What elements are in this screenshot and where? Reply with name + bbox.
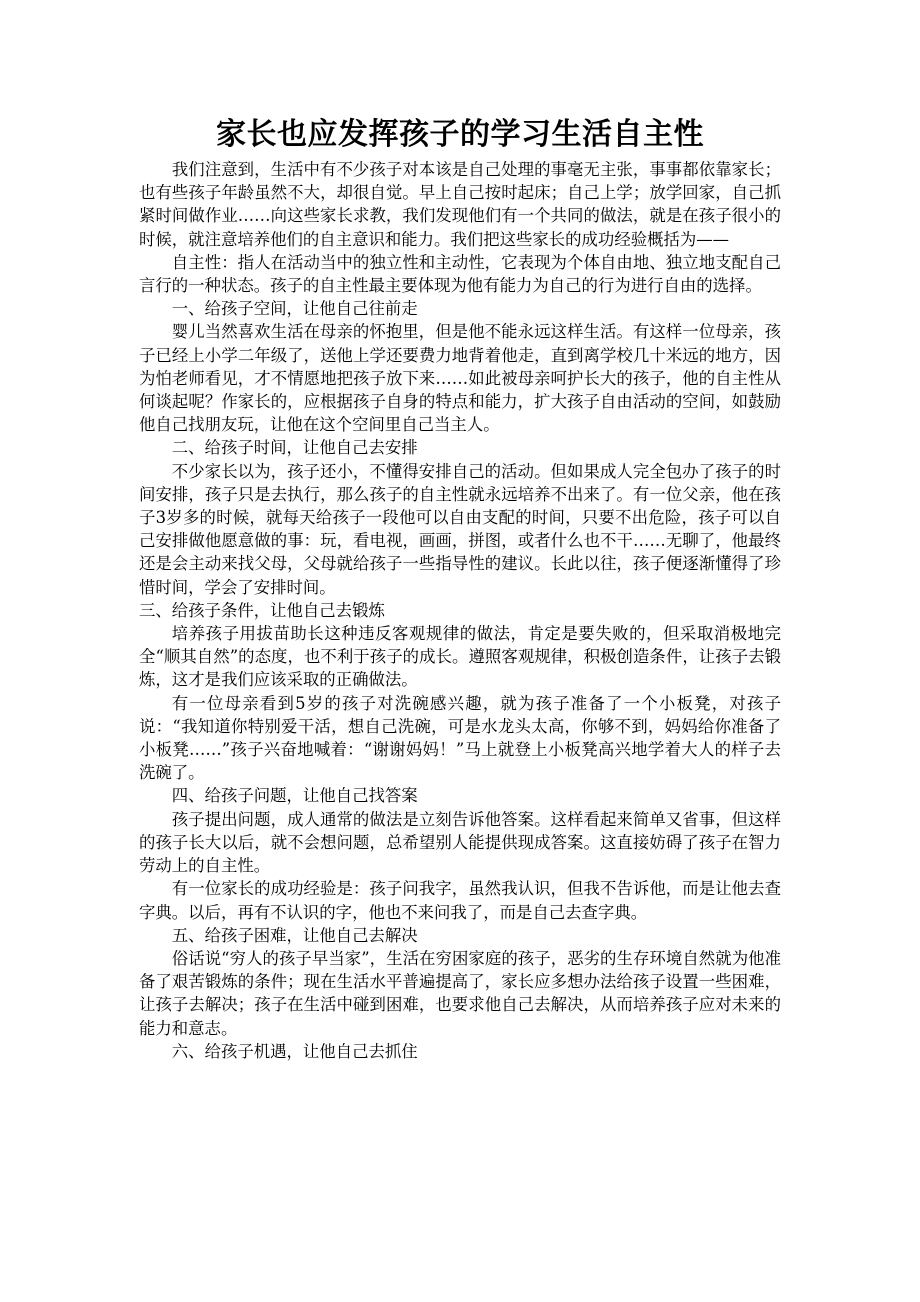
body-paragraph: 一、给孩子空间，让他自己往前走 <box>171 299 418 319</box>
body-paragraph: 有一位家长的成功经验是：孩子问我字，虽然我认识，但我不告诉他，而是让他去查字典。以后，再有不认识的字，他也不来问我了，而是自己去查字典。 <box>139 879 781 922</box>
body-paragraph: 五、给孩子困难，让他自己去解决 <box>171 925 418 945</box>
body-paragraph: 三、给孩子条件，让他自己去锻炼 <box>139 600 385 620</box>
body-paragraph: 二、给孩子时间，让他自己去安排 <box>171 438 418 458</box>
body-paragraph: 婴儿当然喜欢生活在母亲的怀抱里，但是他不能永远这样生活。有这样一位母亲，孩子已经上小学二年级了，送他上学还要费力地背着他走，直到离学校几十米远的地方，因为怕老师看见，才不情愿地把孩子放下来……如此被母亲呵护长大的孩子，他的自主性从何谈起呢？作家长的，应根据孩子自身的特点和能力，扩大孩子自由活动的空间，如鼓励他自己找朋友玩，让他在这个空间里自己当主人。 <box>139 322 781 435</box>
document-page <box>139 112 781 1063</box>
document-title: 家长也应发挥孩子的学习生活自主性 <box>216 117 704 152</box>
document-body <box>139 158 781 1063</box>
body-paragraph: 六、给孩子机遇，让他自己去抓住 <box>171 1041 418 1061</box>
body-paragraph: 四、给孩子问题，让他自己找答案 <box>171 786 418 806</box>
body-paragraph: 自主性：指人在活动当中的独立性和主动性，它表现为个体自由地、独立地支配自己言行的一种状态。孩子的自主性最主要体现为他有能力为自己的行为进行自由的选择。 <box>139 252 781 296</box>
body-paragraph: 我们注意到，生活中有不少孩子对本该是自己处理的事毫无主张，事事都依靠家长；也有些孩子年龄虽然不大，却很自觉。早上自己按时起床；自己上学；放学回家，自己抓紧时间做作业……向这些家长求教，我们发现他们有一个共同的做法，就是在孩子很小的时候，就注意培养他们的自主意识和能力。我们把这些家长的成功经验概括为—— <box>139 160 781 249</box>
body-paragraph: 不少家长以为，孩子还小，不懂得安排自己的活动。但如果成人完全包办了孩子的时间安排，孩子只是去执行，那么孩子的自主性就永远培养不出来了。有一位父亲，他在孩子3岁多的时候，就每天给孩子一段他可以自由支配的时间，只要不出危险，孩子可以自己安排做他愿意做的事：玩，看电视，画画，拼图，或者什么也不干……无聊了，他最终还是会主动来找父母，父母就给孩子一些指导性的建议。长此以往，孩子便逐渐懂得了珍惜时间，学会了安排时间。 <box>139 461 781 597</box>
body-paragraph: 有一位母亲看到5岁的孩子对洗碗感兴趣，就为孩子准备了一个小板凳，对孩子说：“我知道你特别爱干活，想自己洗碗，可是水龙头太高，你够不到，妈妈给你准备了小板凳……”孩子兴奋地喊着：“谢谢妈妈！”马上就登上小板凳高兴地学着大人的样子去洗碗了。 <box>139 693 781 783</box>
body-paragraph: 培养孩子用拔苗助长这种违反客观规律的做法，肯定是要失败的，但采取消极地完全“顺其自然”的态度，也不利于孩子的成长。遵照客观规律，积极创造条件，让孩子去锻炼，这才是我们应该采取的正确做法。 <box>139 624 781 690</box>
body-paragraph: 俗话说“穷人的孩子早当家”，生活在穷困家庭的孩子，恶劣的生存环境自然就为他准备了艰苦锻炼的条件；现在生活水平普遍提高了，家长应多想办法给孩子设置一些困难，让孩子去解决；孩子在生活中碰到困难，也要求他自己去解决，从而培养孩子应对未来的能力和意志。 <box>139 948 781 1038</box>
body-paragraph: 孩子提出问题，成人通常的做法是立刻告诉他答案。这样看起来简单又省事，但这样的孩子长大以后，就不会想问题，总希望别人能提供现成答案。这直接妨碍了孩子在智力劳动上的自主性。 <box>139 809 781 876</box>
